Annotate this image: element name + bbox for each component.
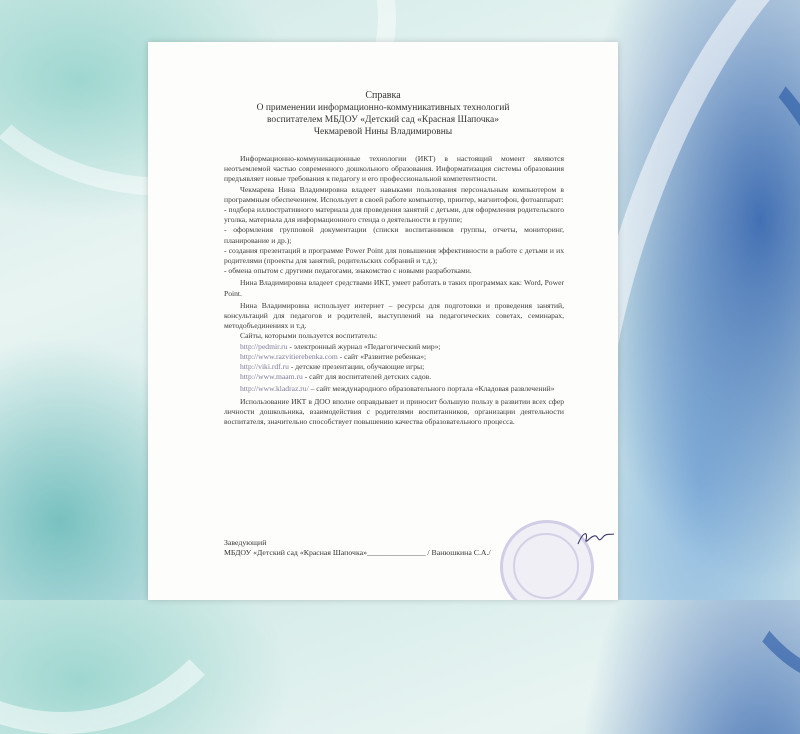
site-description: - детские презентации, обучающие игры; [288, 362, 425, 372]
document-subtitle-line-1: О применении информационно-коммуникативных технологий [256, 103, 510, 113]
paragraph: Нина Владимировна использует интернет – ресурсы для подготовки и проведения занятий, консультаций для педагогов и родителей, выступлений на педагогических советах, семинарах, методобъединениях и т.д. [224, 300, 564, 331]
site-link[interactable]: http://www.maam.ru [240, 372, 303, 382]
site-item [224, 362, 564, 372]
list-item: - создания презентаций в программе Power Point для повышения эффективности в работе с детьми и их родителями (проекты для занятий, родительских собраний и т.д.); [224, 245, 564, 266]
document-title: Справка [365, 90, 401, 101]
site-description: – сайт международного образовательного портала «Кладовая развлечений» [308, 384, 555, 394]
signature-block [224, 538, 574, 558]
signature-underline: _______________ [366, 548, 426, 557]
document-page [148, 42, 618, 600]
signatory-line [224, 548, 574, 558]
signatory-name: / Ванюшкина С.А./ [427, 548, 491, 557]
site-item [224, 372, 564, 382]
paragraph: Чекмарева Нина Владимировна владеет навыками пользования персональным компьютером в программным обеспечением. Использует в своей работе компьютер, принтер, магнитофон, фотоаппарат: [224, 184, 564, 204]
site-description: - электронный журнал «Педагогический мир»; [287, 341, 441, 351]
site-description: - сайт для воспитателей детских садов. [302, 372, 432, 382]
site-description: - сайт «Развитие ребенка»; [337, 351, 427, 361]
document-subtitle-line-2: воспитателем МБДОУ «Детский сад «Красная Шапочка» [267, 115, 499, 125]
paragraph: Сайты, которыми пользуется воспитатель: [240, 331, 378, 341]
document-body [224, 154, 564, 427]
paragraph: Нина Владимировна владеет средствами ИКТ, умеет работать в таких программах как: Word, Power Point. [224, 278, 564, 298]
list-item: - обмена опытом с другими педагогами, знакомство с новыми разработками. [224, 266, 472, 276]
site-item [224, 352, 564, 362]
site-link[interactable]: http://viki.rdf.ru [240, 362, 289, 372]
paragraph: Информационно-коммуникационные технологии (ИКТ) в настоящий момент являются неотъемлемой частью современного дошкольного образования. Информатизация системы образования предъявляет новые требования к педагогу и его профессиональной компетентности. [224, 154, 564, 184]
signatory-role: Заведующий [224, 538, 267, 547]
document-subtitle-line-3: Чекмаревой Нины Владимировны [313, 127, 453, 137]
signatory-organization: МБДОУ «Детский сад «Красная Шапочка» [224, 548, 367, 557]
site-link[interactable]: http://www.razvitierebenka.com [240, 351, 338, 361]
site-item [224, 342, 564, 352]
site-link[interactable]: http://pedmir.ru [240, 341, 288, 351]
list-item: - подбора иллюстративного материала для проведения занятий с детьми, для оформления родительского уголка, материала для информационного стенда о деятельности в группе; [224, 205, 564, 225]
handwritten-signature [576, 528, 616, 550]
site-item [224, 384, 564, 394]
site-link[interactable]: http://www.kladraz.ru/ [240, 384, 309, 394]
list-item: - оформления групповой документации (списки воспитанников группы, отчеты, мониторинг, планирование и др.); [224, 225, 564, 245]
paragraph: Использование ИКТ в ДОО вполне оправдывает и приносит большую пользу в развитии всех сфер личности дошкольника, взаимодействия с родителями воспитанников, организации деятельности воспитателя, значительно способствует повышению качества образовательного процесса. [224, 396, 564, 427]
